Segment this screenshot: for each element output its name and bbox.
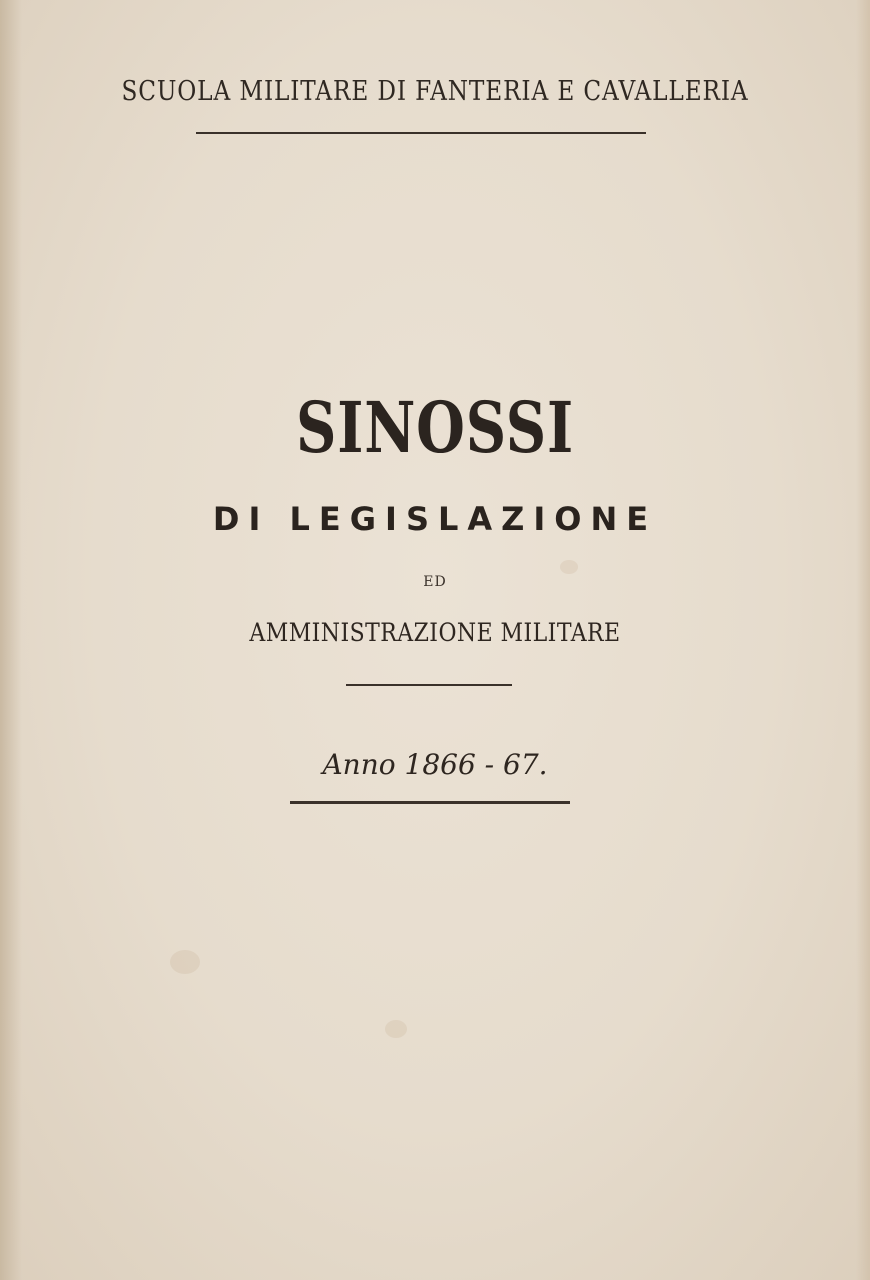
page-edge-shadow — [856, 0, 870, 1280]
paper-stain — [170, 950, 200, 974]
paper-stain — [385, 1020, 407, 1038]
separator-rule — [346, 684, 512, 686]
document-subtitle: DI LEGISLAZIONE — [212, 500, 658, 538]
paper-stain — [560, 560, 578, 574]
academic-year: Anno 1866 - 67. — [322, 748, 548, 781]
header-rule — [196, 132, 646, 134]
document-subtitle-secondary: AMMINISTRAZIONE MILITARE — [249, 618, 621, 647]
institution-header: SCUOLA MILITARE DI FANTERIA E CAVALLERIA — [121, 76, 749, 107]
document-title: SINOSSI — [295, 386, 575, 469]
spine-shadow — [0, 0, 22, 1280]
footer-rule — [290, 801, 570, 804]
conjunction-text: ED — [423, 574, 447, 590]
